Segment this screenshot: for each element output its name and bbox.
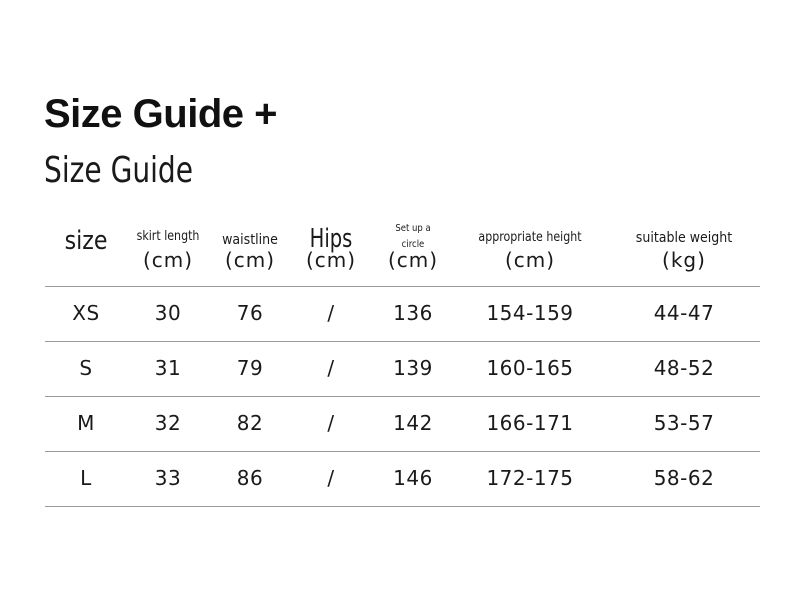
cell-skirt-length: 32: [154, 411, 182, 435]
header-circle: [371, 218, 455, 282]
table-row: [45, 341, 760, 396]
cell-height: 154-159: [486, 301, 574, 325]
cell-weight: 48-52: [653, 356, 715, 380]
cell-size: L: [80, 466, 92, 490]
cell-weight: 44-47: [653, 301, 715, 325]
header-circle-label-line2: circle: [401, 239, 425, 250]
cell-circle: 142: [393, 411, 433, 435]
header-hips: [291, 218, 371, 282]
header-circle-label: Set up a: [395, 223, 431, 234]
cell-height: 172-175: [486, 466, 574, 490]
cell-skirt-length: 33: [154, 466, 182, 490]
cell-hips: /: [327, 411, 335, 435]
header-circle-unit: (cm): [387, 248, 439, 272]
header-appropriate-height-label: appropriate height: [478, 230, 582, 245]
header-appropriate-height: [455, 218, 605, 282]
cell-hips: /: [327, 356, 335, 380]
header-skirt-length-unit: (cm): [142, 248, 194, 272]
page-subtitle: Size Guide: [44, 150, 194, 191]
header-appropriate-height-unit: (cm): [504, 248, 556, 272]
header-hips-label: Hips: [309, 224, 353, 254]
cell-hips: /: [327, 301, 335, 325]
header-hips-unit: (cm): [305, 248, 357, 272]
header-suitable-weight: [605, 218, 763, 282]
header-waistline-label: waistline: [222, 232, 278, 248]
cell-skirt-length: 31: [154, 356, 182, 380]
cell-size: M: [77, 411, 95, 435]
cell-weight: 53-57: [653, 411, 715, 435]
cell-circle: 136: [393, 301, 433, 325]
cell-skirt-length: 30: [154, 301, 182, 325]
cell-weight: 58-62: [653, 466, 715, 490]
header-size: [45, 218, 127, 282]
header-waistline: [209, 218, 291, 282]
cell-circle: 146: [393, 466, 433, 490]
table-row: [45, 396, 760, 451]
cell-hips: /: [327, 466, 335, 490]
cell-height: 160-165: [486, 356, 574, 380]
table-row: [45, 451, 760, 506]
cell-circle: 139: [393, 356, 433, 380]
cell-waistline: 76: [236, 301, 264, 325]
header-waistline-unit: (cm): [224, 248, 276, 272]
cell-waistline: 82: [236, 411, 264, 435]
header-skirt-length-label: skirt length: [136, 229, 200, 244]
page-title: Size Guide +: [44, 92, 277, 136]
header-size-label: size: [64, 226, 108, 256]
header-suitable-weight-label: suitable weight: [635, 230, 733, 246]
header-skirt-length: [127, 218, 209, 282]
cell-size: S: [79, 356, 93, 380]
table-row: [45, 286, 760, 341]
cell-waistline: 79: [236, 356, 264, 380]
table-divider: [45, 506, 760, 507]
size-table-header: [45, 218, 760, 282]
cell-waistline: 86: [236, 466, 264, 490]
cell-height: 166-171: [486, 411, 574, 435]
cell-size: XS: [72, 301, 100, 325]
header-suitable-weight-unit: (kg): [662, 248, 706, 272]
